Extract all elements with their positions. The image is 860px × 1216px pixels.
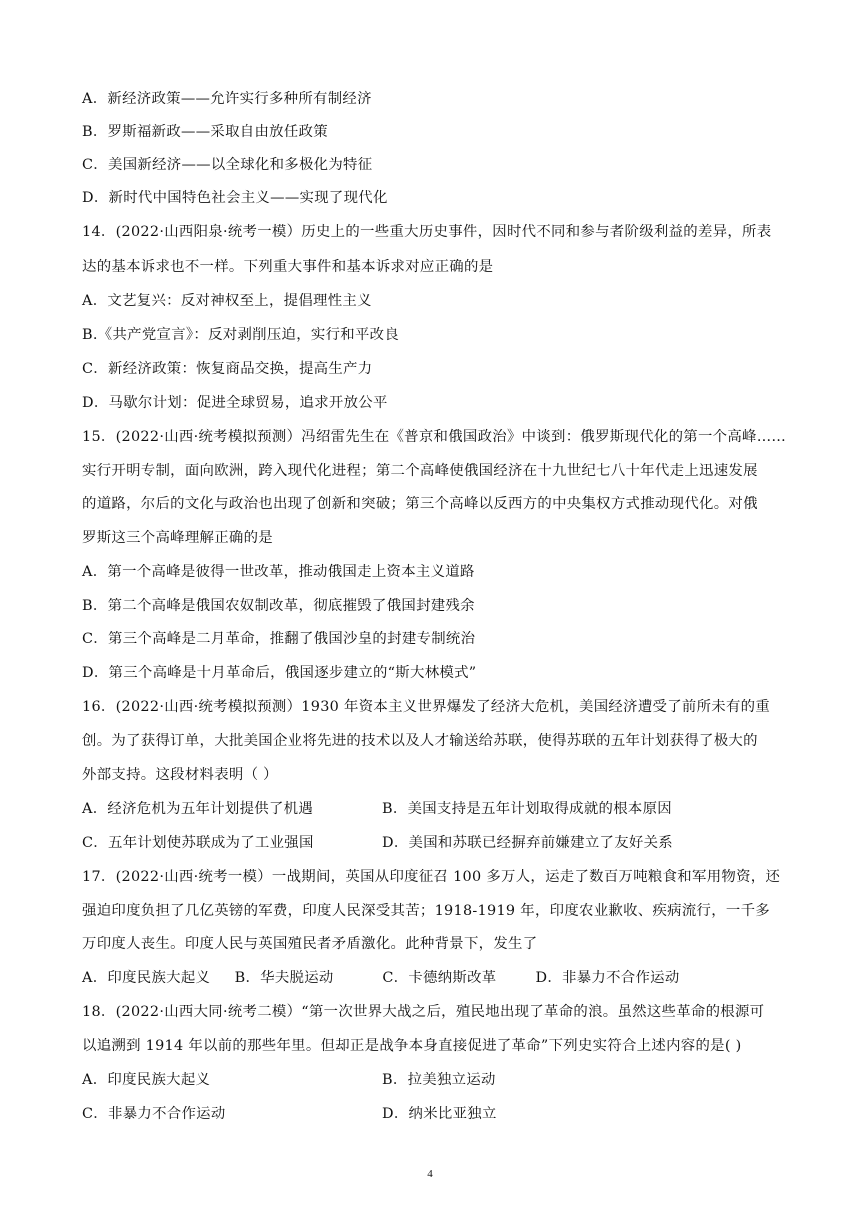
q15-stem-line-1: 15．(2022·山西·统考模拟预测）冯绍雷先生在《普京和俄国政治》中谈到：俄罗斯现代化的第一个高峰…… bbox=[82, 429, 787, 445]
q16-stem-line-1: 16．(2022·山西·统考模拟预测）1930 年资本主义世界爆发了经济大危机，美国经济遭受了前所未有的重 bbox=[82, 699, 771, 715]
q15-stem-line-4: 罗斯这三个高峰理解正确的是 bbox=[82, 530, 273, 546]
q18-stem-line-2: 以追溯到 1914 年以前的那些年里。但却正是战争本身直接促进了革命”下列史实符合上述内容的是( ) bbox=[82, 1038, 742, 1054]
q16-option-a: A．经济危机为五年计划提供了机遇 bbox=[82, 801, 314, 817]
q18-option-b: B．拉美独立运动 bbox=[382, 1072, 496, 1088]
q16-stem-line-3: 外部支持。这段材料表明（ ） bbox=[82, 767, 278, 783]
q18-stem-line-1: 18．(2022·山西大同·统考二模）“第一次世界大战之后，殖民地出现了革命的浪。虽然这些革命的根源可 bbox=[82, 1004, 765, 1020]
q13-option-a: A．新经济政策——允许实行多种所有制经济 bbox=[82, 91, 372, 107]
q18-option-d: D．纳米比亚独立 bbox=[382, 1106, 497, 1122]
q15-option-a: A．第一个高峰是彼得一世改革，推动俄国走上资本主义道路 bbox=[82, 564, 475, 580]
q17-stem-line-1: 17．(2022·山西·统考一模）一战期间，英国从印度征召 100 多万人，运走了数百万吨粮食和军用物资，还 bbox=[82, 869, 781, 885]
q17-stem-line-2: 强迫印度负担了几亿英镑的军费，印度人民深受其苦；1918-1919 年，印度农业歉收、疾病流行，一千多 bbox=[82, 903, 771, 919]
q14-option-a: A．文艺复兴：反对神权至上，提倡理性主义 bbox=[82, 293, 372, 309]
q14-option-d: D．马歇尔计划：促进全球贸易，追求开放公平 bbox=[82, 395, 388, 411]
q16-option-c: C．五年计划使苏联成为了工业强国 bbox=[82, 835, 314, 851]
q16-option-d: D．美国和苏联已经摒弃前嫌建立了友好关系 bbox=[382, 835, 673, 851]
q14-option-c: C．新经济政策：恢复商品交换，提高生产力 bbox=[82, 361, 373, 377]
q14-stem-line-2: 达的基本诉求也不一样。下列重大事件和基本诉求对应正确的是 bbox=[82, 259, 494, 275]
q16-stem-line-2: 创。为了获得订单，大批美国企业将先进的技术以及人才输送给苏联，使得苏联的五年计划获得了极大的 bbox=[82, 733, 758, 749]
q15-option-d: D．第三个高峰是十月革命后，俄国逐步建立的“斯大林模式” bbox=[82, 665, 477, 681]
q13-option-c: C．美国新经济——以全球化和多极化为特征 bbox=[82, 157, 373, 173]
q13-option-d: D．新时代中国特色社会主义——实现了现代化 bbox=[82, 190, 388, 206]
q17-stem-line-3: 万印度人丧生。印度人民与英国殖民者矛盾激化。此种背景下，发生了 bbox=[82, 936, 538, 952]
page-number: 4 bbox=[427, 1168, 433, 1180]
q17-options: A．印度民族大起义 B．华夫脱运动 C．卡德纳斯改革 D．非暴力不合作运动 bbox=[82, 970, 680, 986]
q15-option-b: B．第二个高峰是俄国农奴制改革，彻底摧毁了俄国封建残余 bbox=[82, 598, 475, 614]
q15-stem-line-3: 的道路，尔后的文化与政治也出现了创新和突破；第三个高峰以反西方的中央集权方式推动现代化。对俄 bbox=[82, 496, 758, 512]
q16-option-b: B．美国支持是五年计划取得成就的根本原因 bbox=[382, 801, 672, 817]
q15-option-c: C．第三个高峰是二月革命，推翻了俄国沙皇的封建专制统治 bbox=[82, 631, 476, 647]
q13-option-b: B．罗斯福新政——采取自由放任政策 bbox=[82, 124, 328, 140]
q18-option-a: A．印度民族大起义 bbox=[82, 1072, 211, 1088]
q15-stem-line-2: 实行开明专制，面向欧洲，跨入现代化进程；第二个高峰使俄国经济在十九世纪七八十年代走上迅速发展 bbox=[82, 463, 758, 479]
q14-option-b: B.《共产党宣言》：反对剥削压迫，实行和平改良 bbox=[82, 327, 400, 343]
q14-stem-line-1: 14．(2022·山西阳泉·统考一模）历史上的一些重大历史事件，因时代不同和参与者阶级利益的差异，所表 bbox=[82, 224, 772, 240]
q18-option-c: C．非暴力不合作运动 bbox=[82, 1106, 226, 1122]
